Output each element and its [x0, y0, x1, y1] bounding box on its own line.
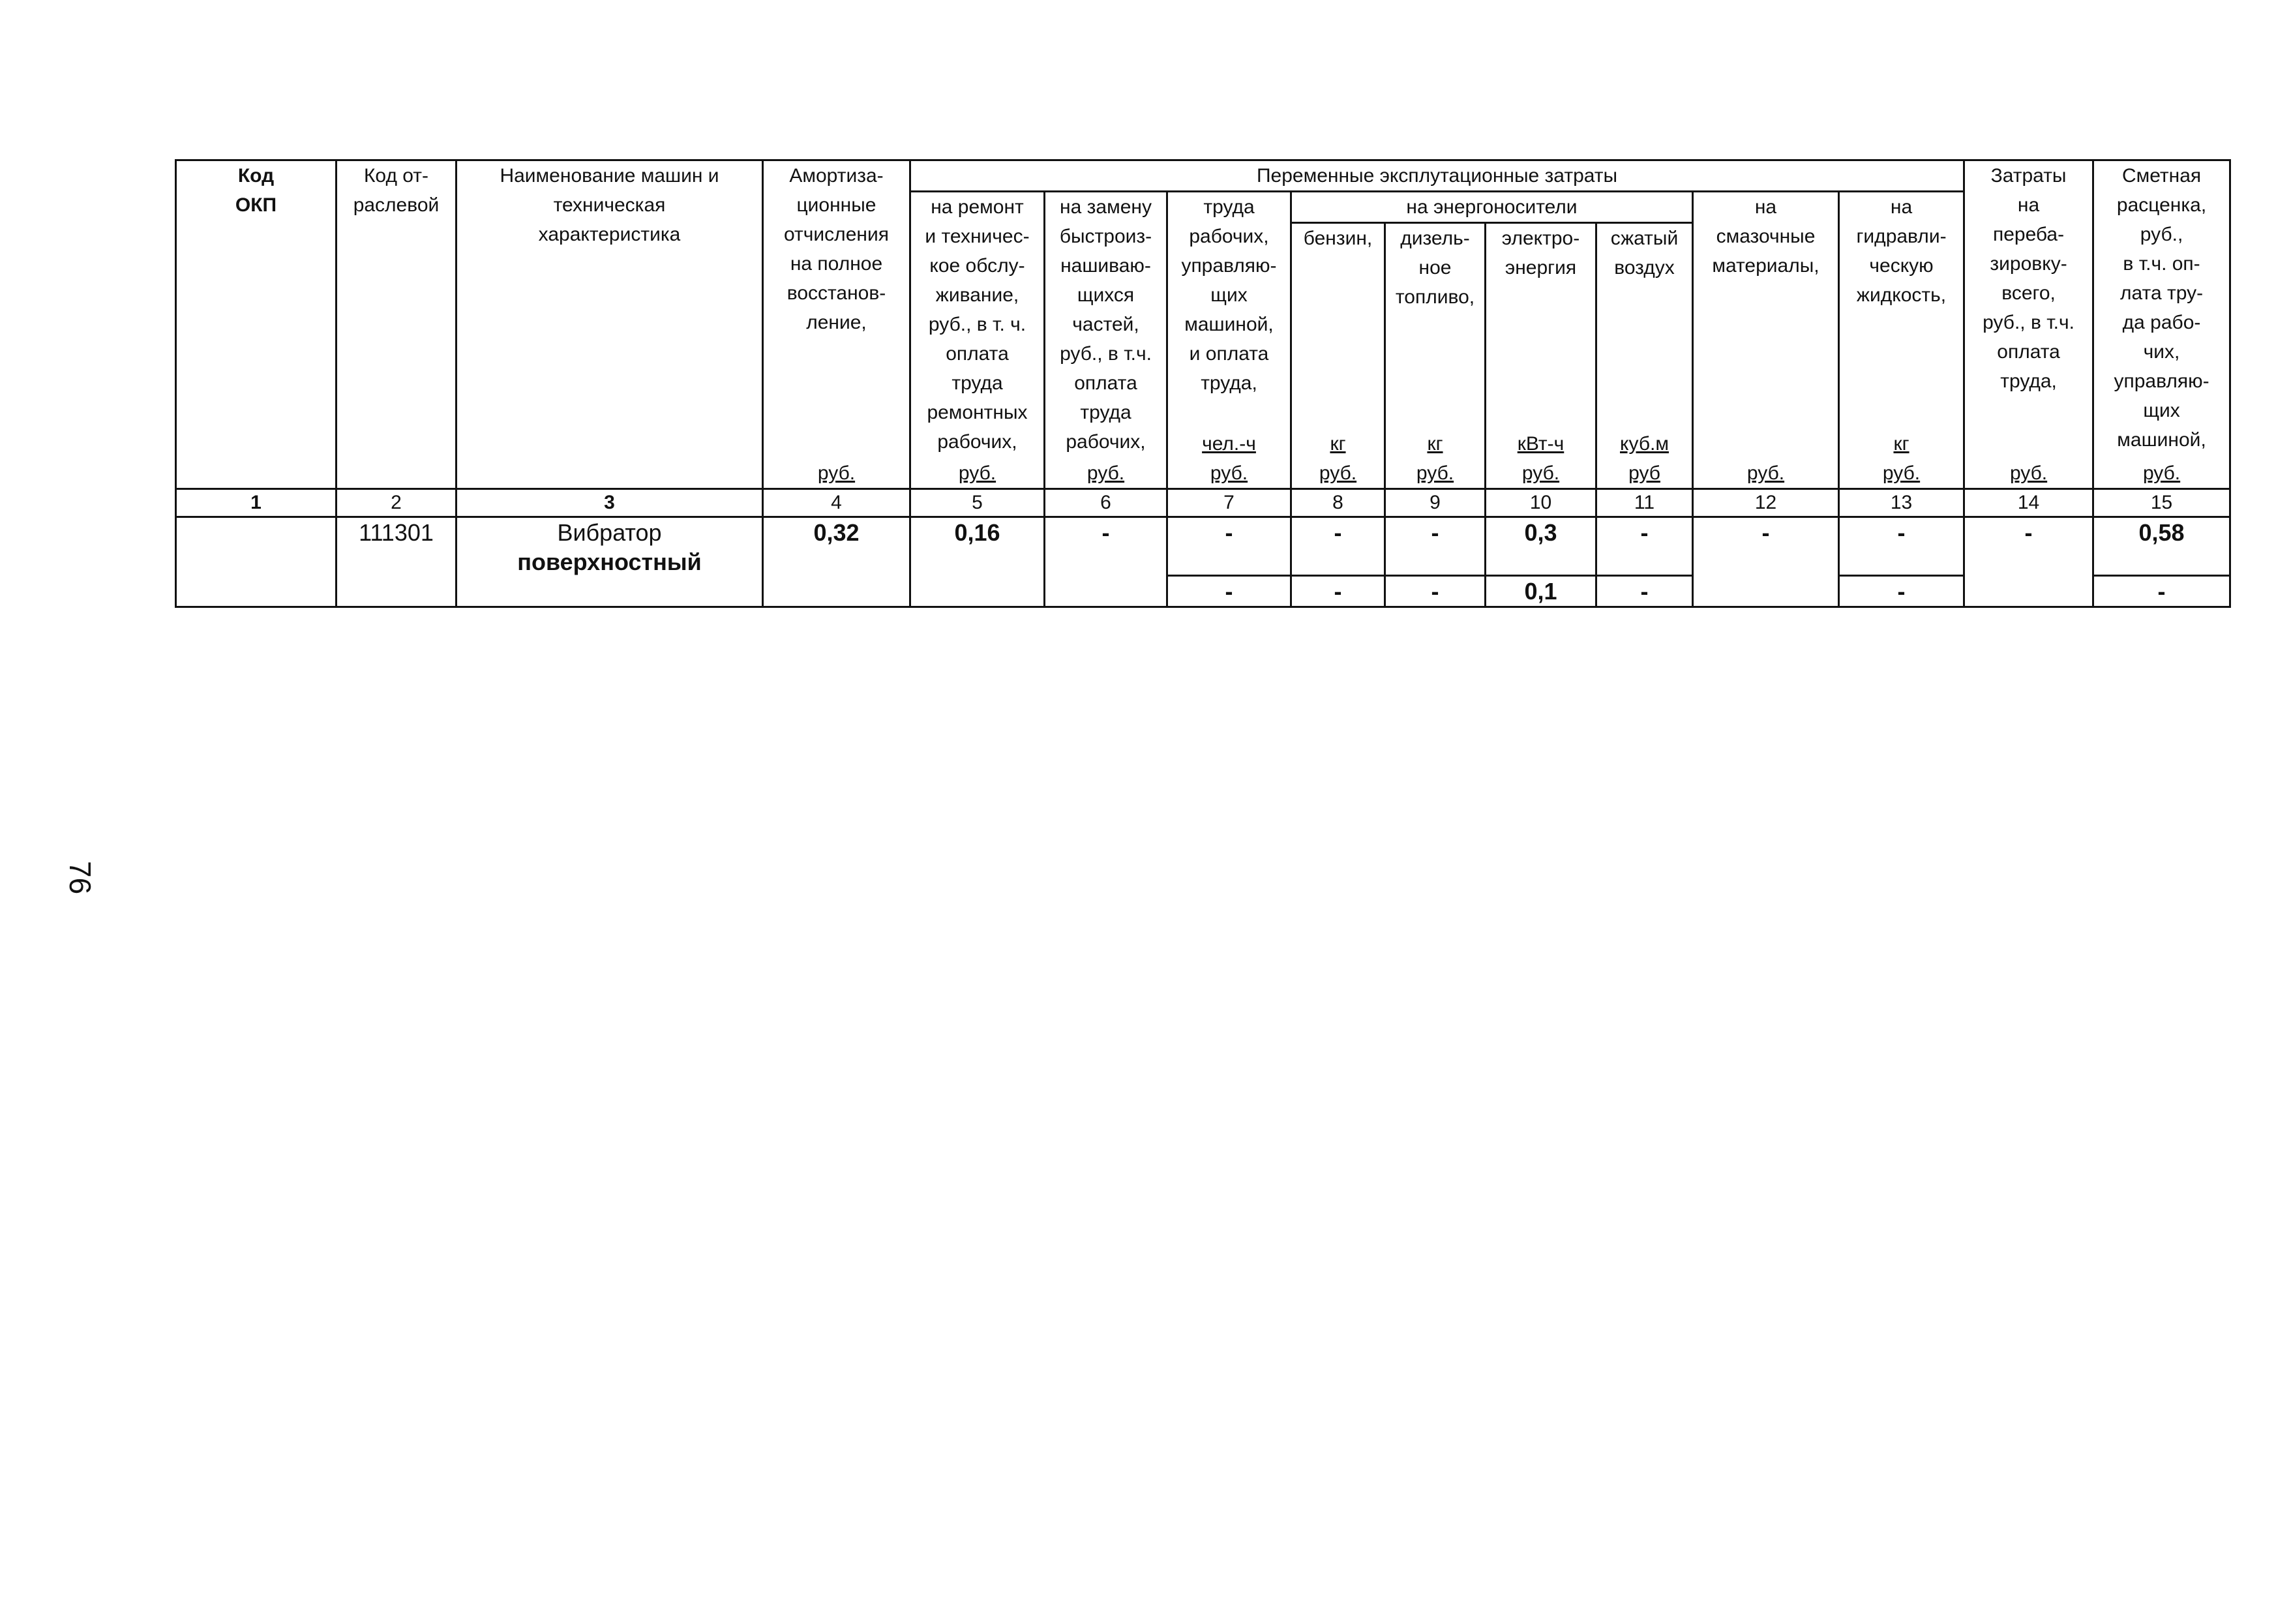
row-petrol: -	[1291, 517, 1385, 576]
header-labor: труда рабочих, управляю- щих машиной, и оплата труда, чел.-ч руб.	[1167, 192, 1291, 489]
header-air: сжатый воздух куб.м руб	[1596, 223, 1693, 489]
row-electric-secondary: 0,1	[1486, 576, 1596, 607]
row-relocation: -	[1964, 517, 2093, 607]
column-number: 13	[1839, 489, 1964, 517]
row-petrol-secondary: -	[1291, 576, 1385, 607]
row-electric: 0,3	[1486, 517, 1596, 576]
column-number: 5	[910, 489, 1045, 517]
row-estimate-secondary: -	[2093, 576, 2230, 607]
header-hydraulic: на гидравли- ческую жидкость, кг руб.	[1839, 192, 1964, 489]
header-petrol: бензин, кг руб.	[1291, 223, 1385, 489]
row-air: -	[1596, 517, 1693, 576]
row-lubricant: -	[1693, 517, 1839, 607]
row-hydraulic-secondary: -	[1839, 576, 1964, 607]
column-number: 9	[1385, 489, 1486, 517]
row-amortization: 0,32	[763, 517, 910, 607]
column-number: 7	[1167, 489, 1291, 517]
column-number: 3	[457, 489, 763, 517]
row-hydraulic: -	[1839, 517, 1964, 576]
row-okp	[176, 517, 337, 607]
header-energy: на энергоносители	[1291, 192, 1693, 223]
header-amortization: Амортиза- ционные отчисления на полное восстанов- ление, руб.	[763, 160, 910, 489]
header-diesel: дизель- ное топливо, кг руб.	[1385, 223, 1486, 489]
header-variable-costs: Переменные эксплутационные затраты	[910, 160, 1964, 192]
header-estimate: Сметная расценка, руб., в т.ч. оп- лата тру- да рабо- чих, управляю- щих машиной, руб.	[2093, 160, 2230, 489]
row-parts: -	[1045, 517, 1167, 607]
row-repair: 0,16	[910, 517, 1045, 607]
column-number: 10	[1486, 489, 1596, 517]
header-repair: на ремонт и техничес- кое обслу- живание, руб., в т. ч. оплата труда ремонтных рабочих, руб.	[910, 192, 1045, 489]
column-number: 15	[2093, 489, 2230, 517]
header-lubricant: на смазочные материалы, руб.	[1693, 192, 1839, 489]
row-labor-secondary: -	[1167, 576, 1291, 607]
header-okp: Код ОКП	[176, 160, 337, 489]
row-name-line2: поверхностный	[517, 549, 702, 575]
column-number: 6	[1045, 489, 1167, 517]
column-number: 11	[1596, 489, 1693, 517]
header-branch-code: Код от- раслевой	[337, 160, 457, 489]
table-row	[176, 517, 2230, 576]
column-number: 8	[1291, 489, 1385, 517]
machine-rates-table	[175, 159, 2231, 608]
column-number: 2	[337, 489, 457, 517]
row-name	[457, 517, 763, 607]
row-name-line1: Вибратор	[557, 519, 662, 546]
column-number: 14	[1964, 489, 2093, 517]
row-branch-code: 111301	[337, 517, 457, 607]
column-number: 1	[176, 489, 337, 517]
header-relocation: Затраты на переба- зировку- всего, руб., в т.ч. оплата труда, руб.	[1964, 160, 2093, 489]
header-electric: электро- энергия кВт-ч руб.	[1486, 223, 1596, 489]
row-estimate: 0,58	[2093, 517, 2230, 576]
page-number: 76	[63, 861, 97, 895]
header-parts: на замену быстроиз- нашиваю- щихся частей, руб., в т.ч. оплата труда рабочих, руб.	[1045, 192, 1167, 489]
row-labor: -	[1167, 517, 1291, 576]
column-number: 4	[763, 489, 910, 517]
row-diesel: -	[1385, 517, 1486, 576]
column-number: 12	[1693, 489, 1839, 517]
header-name: Наименование машин и техническая характеристика	[457, 160, 763, 489]
column-number-row	[176, 489, 2230, 517]
row-air-secondary: -	[1596, 576, 1693, 607]
row-diesel-secondary: -	[1385, 576, 1486, 607]
